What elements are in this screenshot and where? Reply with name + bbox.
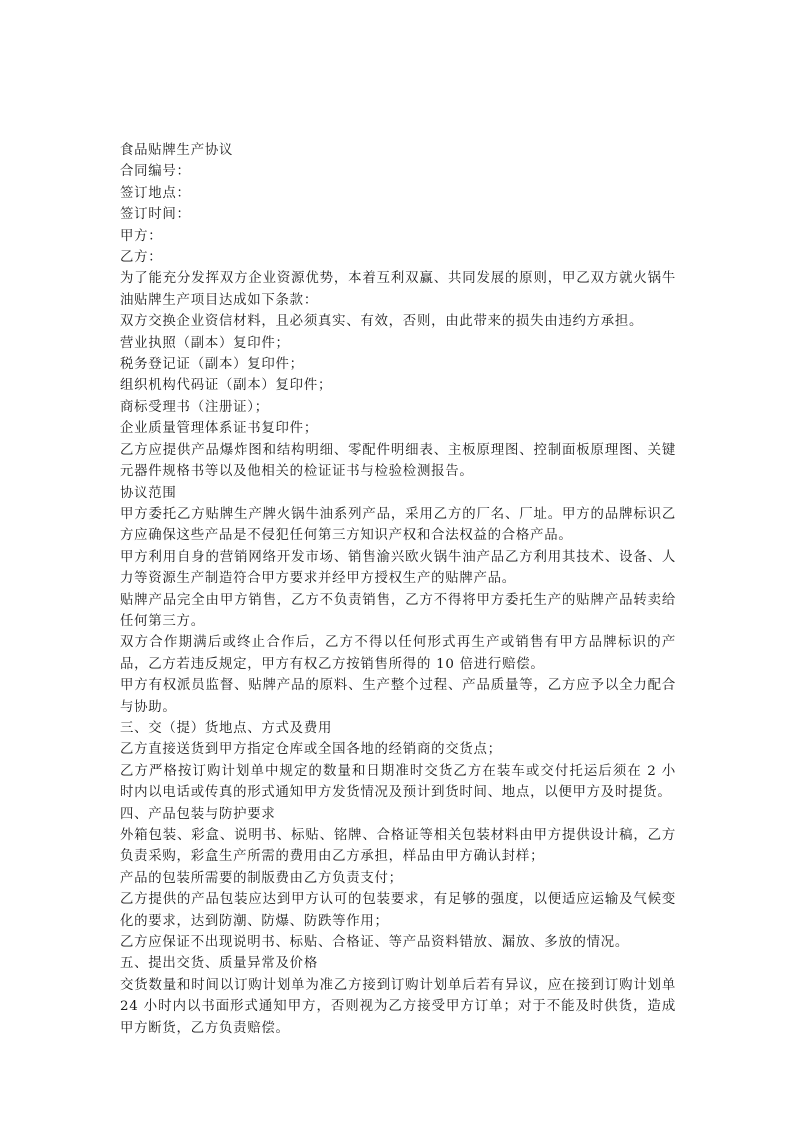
contract-number-field: 合同编号： (120, 164, 191, 180)
list-item: 组织机构代码证（副本）复印件； (120, 378, 333, 394)
paragraph: 乙方提供的产品包装应达到甲方认可的包装要求，有足够的强度，以便适应运输及气候变化的要求，达到防潮、防爆、防跌等作用； (120, 892, 676, 929)
list-item: 企业质量管理体系证书复印件； (120, 421, 318, 437)
list-item: 营业执照（副本）复印件； (120, 335, 290, 351)
document-page (120, 140, 676, 1039)
intro-paragraph: 为了能充分发挥双方企业资源优势，本着互利双赢、共同发展的原则，甲乙双方就火锅牛油贴牌生产项目达成如下条款： (120, 271, 676, 308)
paragraph: 外箱包装、彩盒、说明书、标贴、铭牌、合格证等相关包装材料由甲方提供设计稿，乙方负责采购，彩盒生产所需的费用由乙方承担，样品由甲方确认封样； (120, 828, 676, 865)
paragraph: 产品的包装所需要的制版费由乙方负责支付； (120, 870, 403, 886)
paragraph: 贴牌产品完全由甲方销售，乙方不负责销售，乙方不得将甲方委托生产的贴牌产品转卖给任何第三方。 (120, 592, 676, 629)
section-heading: 三、交（提）货地点、方式及费用 (120, 720, 333, 736)
party-b-field: 乙方： (120, 250, 163, 266)
signing-time-field: 签订时间： (120, 207, 191, 223)
paragraph: 双方交换企业资信材料，且必须真实、有效，否则，由此带来的损失由违约方承担。 (120, 314, 644, 330)
section-heading: 协议范围 (120, 485, 177, 501)
paragraph: 双方合作期满后或终止合作后，乙方不得以任何形式再生产或销售有甲方品牌标识的产品，乙方若违反规定，甲方有权乙方按销售所得的 10 倍进行赔偿。 (120, 635, 676, 672)
document-title: 食品贴牌生产协议 (120, 143, 234, 158)
list-item: 税务登记证（副本）复印件； (120, 357, 304, 373)
paragraph: 甲方有权派员监督、贴牌产品的原料、生产整个过程、产品质量等，乙方应予以全力配合与协助。 (120, 678, 676, 715)
paragraph: 乙方应提供产品爆炸图和结构明细、零配件明细表、主板原理图、控制面板原理图、关键元器件规格书等以及他相关的检证证书与检验检测报告。 (120, 442, 676, 480)
paragraph: 交货数量和时间以订购计划单为准乙方接到订购计划单后若有异议，应在接到订购计划单24 小时内以书面形式通知甲方，否则视为乙方接受甲方订单；对于不能及时供货，造成甲方断货，乙方负责赔偿。 (120, 977, 676, 1036)
signing-place-field: 签订地点： (120, 185, 191, 201)
paragraph: 乙方应保证不出现说明书、标贴、合格证、等产品资料错放、漏放、多放的情况。 (120, 935, 630, 951)
section-heading: 五、提出交货、质量异常及价格 (120, 956, 318, 972)
paragraph: 乙方直接送货到甲方指定仓库或全国各地的经销商的交货点； (120, 742, 502, 758)
paragraph: 甲方委托乙方贴牌生产牌火锅牛油系列产品，采用乙方的厂名、厂址。甲方的品牌标识乙方应确保这些产品是不侵犯任何第三方知识产权和合法权益的合格产品。 (120, 506, 676, 544)
section-heading: 四、产品包装与防护要求 (120, 806, 276, 822)
list-item: 商标受理书（注册证）； (120, 399, 269, 415)
paragraph: 甲方利用自身的营销网络开发市场、销售渝兴欧火锅牛油产品乙方利用其技术、设备、人力等资源生产制造符合甲方要求并经甲方授权生产的贴牌产品。 (120, 549, 676, 587)
party-a-field: 甲方： (120, 228, 163, 244)
paragraph: 乙方严格按订购计划单中规定的数量和日期准时交货乙方在装车或交付托运后须在 2 小时内以电话或传真的形式通知甲方发货情况及预计到货时间、地点，以便甲方及时提货。 (120, 763, 676, 801)
